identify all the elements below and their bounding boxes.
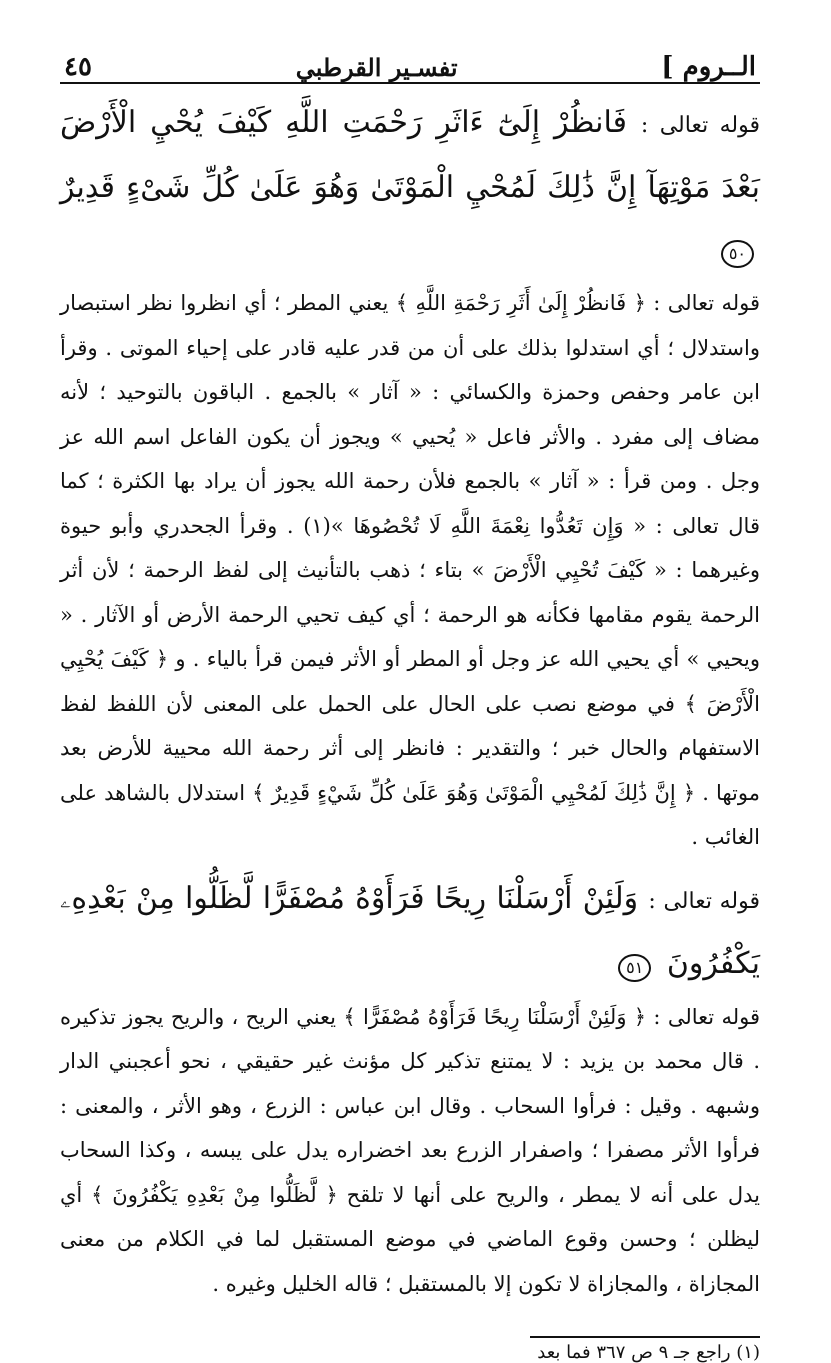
book-title: تفسـير القرطبي <box>295 53 458 82</box>
commentary-paragraph: قوله تعالى : ﴿ وَلَئِنْ أَرْسَلْنَا رِيحًا فَرَأَوْهُ مُصْفَرًّا ﴾ يعني الريح ، والريح يجوز تذكيره . قال محمد بن يزيد : لا يمتنع تذكير كل مؤنث غير حقيقي ، نحو أعجبني الدار وشبهه . وقيل : فرأوا السحاب . وقال ابن عباس : الزرع ، وهو الأثر ، والمعنى : فرأوا الأثر مصفرا ؛ واصفرار الزرع بعد اخضراره يدل على يبسه ، وكذا السحاب يدل على أنه لا يمطر ، والريح على أنها لا تلقح ﴿ لَّظَلُّوا مِنْ بَعْدِهِ يَكْفُرُونَ ﴾ أي ليظلن ؛ وحسن وقوع الماضي في موضع المستقبل لما في الكلام من معنى المجازاة ، والمجازاة لا تكون إلا بالمستقبل ؛ قاله الخليل وغيره . <box>60 1004 760 1296</box>
commentary-paragraph: قوله تعالى : ﴿ فَانظُرْ إِلَىٰ أَثَرِ رَحْمَةِ اللَّهِ ﴾ يعني المطر ؛ أي انظروا نظر استبصار واستدلال ؛ أي استدلوا بذلك على أن من قدر عليه قادر على إحياء الموتى . وقرأ ابن عامر وحفص وحمزة والكسائي : « آثار » بالجمع . الباقون بالتوحيد ؛ لأنه مضاف إلى مفرد . والأثر فاعل « يُحيي » ويجوز أن يكون الفاعل اسم الله عز وجل . ومن قرأ : « آثار » بالجمع فلأن رحمة الله يجوز أن يراد بها الكثرة ؛ كما قال تعالى : « وَإِن تَعُدُّوا نِعْمَةَ اللَّهِ لَا تُحْصُوهَا »(١) . وقرأ الجحدري وأبو حيوة وغيرهما : « كَيْفَ تُحْيِي الْأَرْضَ » بتاء ؛ ذهب بالتأنيث إلى لفظ الرحمة ؛ لأن أثر الرحمة يقوم مقامها فكأنه هو الرحمة ؛ أي كيف تحيي الرحمة الأرض أو الآثار . « ويحيي » أي يحيي الله عز وجل أو المطر أو الأثر فيمن قرأ بالياء . و ﴿ كَيْفَ يُحْيِي الْأَرْضَ ﴾ في موضع نصب على الحال على الحمل على المعنى لأن اللفظ لفظ الاستفهام والحال خبر ؛ والتقدير : فانظر إلى أثر رحمة الله محيية للأرض بعد موتها . ﴿ إِنَّ ذَٰلِكَ لَمُحْيِي الْمَوْتَىٰ وَهُوَ عَلَىٰ كُلِّ شَيْءٍ قَدِيرٌ ﴾ استدلال بالشاهد على الغائب . <box>60 291 760 849</box>
verse-text: وَلَئِنْ أَرْسَلْنَا رِيحًا فَرَأَوْهُ مُصْفَرًّا لَّظَلُّوا مِنْ بَعْدِهِۦ يَكْفُرُونَ <box>60 880 760 981</box>
footnote: (١) راجع جـ ٩ ص ٣٦٧ فما بعد <box>537 1342 760 1363</box>
page-header <box>60 30 760 84</box>
verse-lead: قوله تعالى : <box>640 113 760 138</box>
quran-verse-50 <box>60 92 760 281</box>
surah-name: الــروم ] <box>661 52 756 82</box>
verse-number: ٥١ <box>618 954 651 982</box>
quran-verse-51 <box>60 868 760 995</box>
verse-text: فَانظُرْ إِلَىٰٓ ءَاثَرِ رَحْمَتِ اللَّهِ كَيْفَ يُحْيِ الْأَرْضَ بَعْدَ مَوْتِهَآ إِنَّ ذَٰلِكَ لَمُحْيِ الْمَوْتَىٰ وَهُوَ عَلَىٰ كُلِّ شَىْءٍ قَدِيرٌ <box>60 105 760 205</box>
verse-number: ٥٠ <box>721 240 754 268</box>
page-number: ٤٥ <box>64 52 92 82</box>
verse-lead: قوله تعالى : <box>648 888 760 914</box>
footnote-divider <box>530 1336 760 1338</box>
book-page <box>60 30 760 1363</box>
